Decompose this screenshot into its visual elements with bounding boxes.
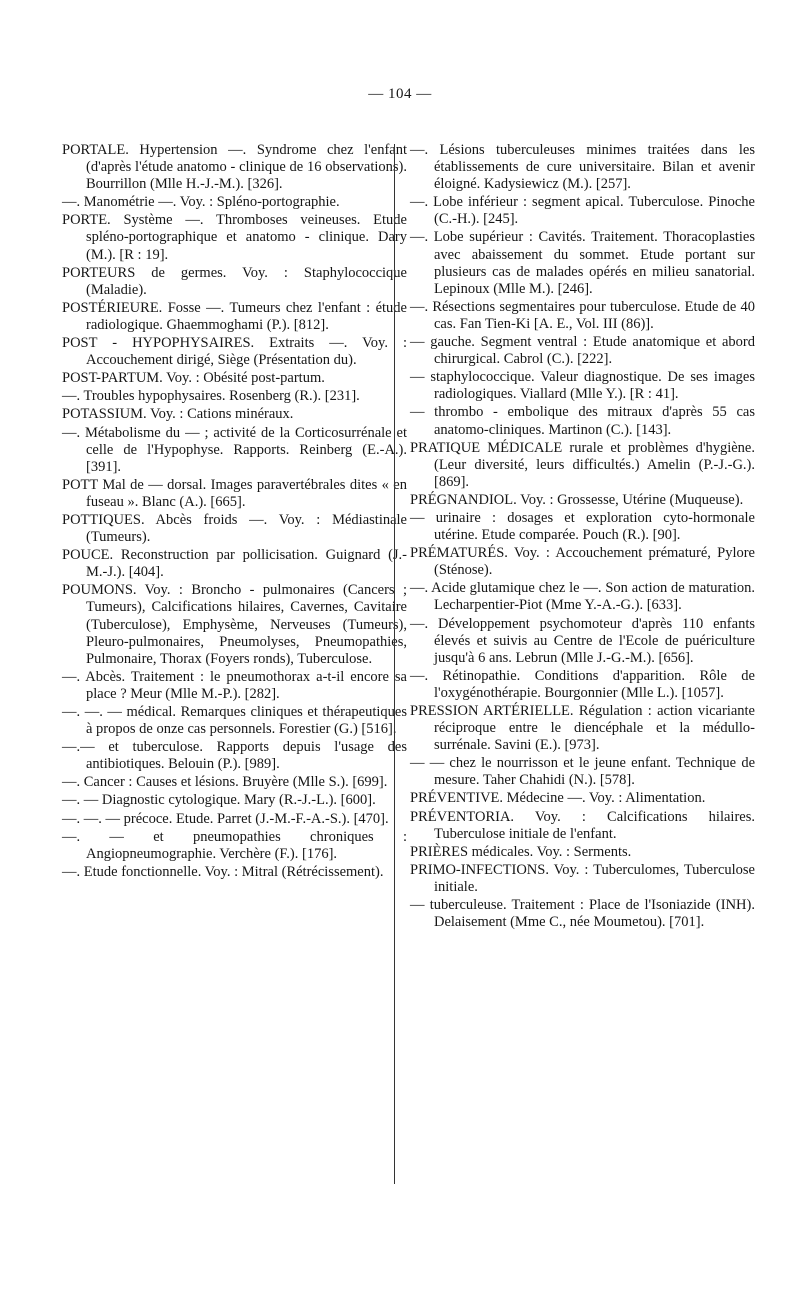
entry: — urinaire : dosages et exploration cyto-hormonale utérine. Etude comparée. Pouch (R.). [90]. [410,509,755,544]
page-number: — 104 — [368,86,432,102]
entry: — — chez le nourrisson et le jeune enfant. Technique de mesure. Taher Chahidi (N.). [578]. [410,755,755,789]
entry: —. Résections segmentaires pour tuberculose. Etude de 40 cas. Fan Tien-Ki [A. E., Vol. III (86)]. [410,298,755,332]
entry: PRATIQUE MÉDICALE rurale et problèmes d'hygiène. (Leur diversité, leurs difficultés.) Amelin (P.-J.-G.). [869]. [410,439,755,490]
entry: —. — Diagnostic cytologique. Mary (R.-J.-L.). [600]. [62,792,376,809]
entry: PRESSION ARTÉRIELLE. Régulation : action vicariante réciproque entre le diencéphale et la médullo-surrénale. Savini (E.). [973]. [410,703,755,754]
entry: POUMONS. Voy. : Broncho - pulmonaires (Cancers ; Tumeurs), Calcifications hilaires, Cavernes, Cavitaire (Tuberculose), Emphysème, Nerveuses (Tumeurs), Pleuro-pulmonaires, Pneumolyses, Pneumopathies, Pulmonaire, Thorax (Foyers ronds), Tuberculose. [62,582,407,667]
entry: PORTALE. Hypertension —. Syndrome chez l'enfant (d'après l'étude anatomo - clinique de 16 observations). Bourrillon (Mlle H.-J.-M.). [326]. [62,142,407,193]
entry: —. Lobe inférieur : segment apical. Tuberculose. Pinoche (C.-H.). [245]. [410,194,755,228]
entry: POSTÉRIEURE. Fosse —. Tumeurs chez l'enfant : étude radiologique. Ghaemmoghami (P.). [812]. [62,299,407,333]
column-divider [394,144,395,1184]
entry: POTT Mal de — dorsal. Images paravertébrales dites « en fuseau ». Blanc (A.). [665]. [62,476,407,510]
entry: POUCE. Reconstruction par pollicisation. Guignard (J.-M.-J.). [404]. [62,547,407,581]
entry: — staphylococcique. Valeur diagnostique. De ses images radiologiques. Viallard (Mlle Y.). [R : 41]. [410,369,755,403]
entry: —. Développement psychomoteur d'après 110 enfants élevés et suivis au Centre de l'Ecole de puériculture jusqu'à 6 ans. Lebrun (Mlle J.-G.-M.). [656]. [410,615,755,666]
entry: —. Lésions tuberculeuses minimes traitées dans les établissements de cure universitaire. Bilan et avenir éloigné. Kadysiewicz (M.). [257]. [410,142,755,193]
entry: POTASSIUM. Voy. : Cations minéraux. [62,406,294,423]
entry: POST - HYPOPHYSAIRES. Extraits —. Voy. : Accouchement dirigé, Siège (Présentation du). [62,335,407,369]
entry: —. Cancer : Causes et lésions. Bruyère (Mlle S.). [699]. [62,774,388,791]
entry: PORTEURS de germes. Voy. : Staphylococcique (Maladie). [62,264,407,298]
entry: — tuberculeuse. Traitement : Place de l'Isoniazide (INH). Delaisement (Mme C., née Moumetou). [701]. [410,897,755,931]
entry: —. —. — précoce. Etude. Parret (J.-M.-F.-A.-S.). [470]. [62,810,389,827]
entry: PRÉVENTORIA. Voy. : Calcifications hilaires. Tuberculose initiale de l'enfant. [410,808,755,842]
entry: — thrombo - embolique des mitraux d'après 55 cas anatomo-cliniques. Martinon (C.). [143]. [410,404,755,438]
entry: PRIMO-INFECTIONS. Voy. : Tuberculomes, Tuberculose initiale. [410,861,755,895]
entry: —. Rétinopathie. Conditions d'apparition. Rôle de l'oxygénothérapie. Bourgonnier (Mlle L.). [1057]. [410,667,755,701]
entry: —. Lobe supérieur : Cavités. Traitement. Thoracoplasties avec abaissement du sommet. Etude portant sur plusieurs cas de malades opérés en milieu sanatorial. Lepinoux (Mlle M.). [246]. [410,229,755,297]
entry: PRÉGNANDIOL. Voy. : Grossesse, Utérine (Muqueuse). [410,491,744,508]
entry: PRIÈRES médicales. Voy. : Serments. [410,843,632,860]
entry: PORTE. Système —. Thromboses veineuses. Etude spléno-portographique et anatomo - clinique. Dary (M.). [R : 19]. [62,212,407,263]
entry: —. — et pneumopathies chroniques : Angiopneumographie. Verchère (F.). [176]. [62,828,407,862]
entry: — gauche. Segment ventral : Etude anatomique et abord chirurgical. Cabrol (C.). [222]. [410,334,755,368]
entry: —. Acide glutamique chez le —. Son action de maturation. Lecharpentier-Piot (Mme Y.-A.-G.). [633]. [410,580,755,614]
entry: —.— et tuberculose. Rapports depuis l'usage des antibiotiques. Belouin (P.). [989]. [62,739,407,773]
entry: —. Troubles hypophysaires. Rosenberg (R.). [231]. [62,388,360,405]
entry: —. —. — médical. Remarques cliniques et thérapeutiques à propos de onze cas personnels. Forestier (G.) [516]. [62,704,407,738]
entry: POST-PARTUM. Voy. : Obésité post-partum. [62,370,325,387]
entry: —. Etude fonctionnelle. Voy. : Mitral (Rétrécissement). [62,863,384,880]
entry: —. Manométrie —. Voy. : Spléno-portographie. [62,194,340,211]
left-column [62,142,407,882]
entry: —. Abcès. Traitement : le pneumothorax a-t-il encore sa place ? Meur (Mlle M.-P.). [282]. [62,668,407,702]
right-column [410,142,755,932]
entry: PRÉMATURÉS. Voy. : Accouchement prématuré, Pylore (Sténose). [410,545,755,579]
entry: PRÉVENTIVE. Médecine —. Voy. : Alimentation. [410,790,706,807]
entry: —. Métabolisme du — ; activité de la Corticosurrénale et celle de l'Hypophyse. Rapports. Reinberg (E.-A.). [391]. [62,424,407,475]
entry: POTTIQUES. Abcès froids —. Voy. : Médiastinale (Tumeurs). [62,511,407,546]
